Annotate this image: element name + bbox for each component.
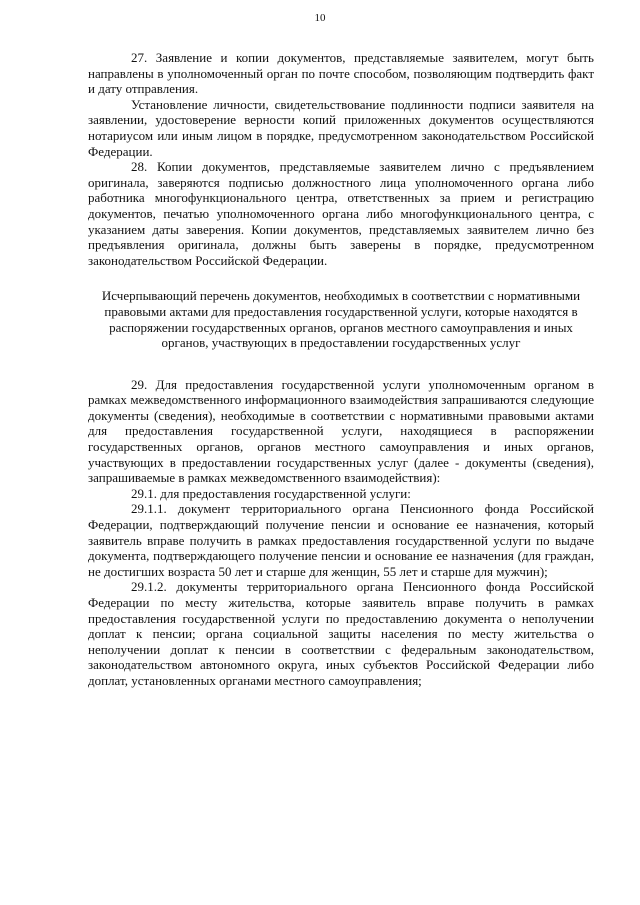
paragraph-29-1-2: 29.1.2. документы территориального органа Пенсионного фонда Российской Федерации по месту жительства, которые заявитель вправе получить в рамках предоставления государственной услуги по предоставлению документа о неполучении доплат к пенсии; органа социальной защиты населения по месту жительства о неполучении доплат к пенсии в соответствии с федеральным законодательством, законодательством автономного округа, иных субъектов Российской Федерации либо доплат, установленных органами местного самоуправления; <box>88 579 594 688</box>
paragraph-29: 29. Для предоставления государственной услуги уполномоченным органом в рамках межведомственного информационного взаимодействия запрашиваются следующие документы (сведения), необходимые в соответствии с нормативными правовыми актами для предоставления государственной услуги, находящиеся в распоряжении государственных органов, органов местного самоуправления и иных органов, участвующих в предоставлении государственных услуг (далее - документы (сведения), запрашиваемые в рамках межведомственного взаимодействия): <box>88 376 594 486</box>
paragraph-29-1-1: 29.1.1. документ территориального органа Пенсионного фонда Российской Федерации, подтверждающий получение пенсии и основание ее назначения, который заявитель вправе получить в рамках предоставления государственной услуги по выдаче документа, подтверждающего получение пенсии и основание ее назначения (для граждан, не достигших возраста 50 лет и старше для женщин, 55 лет и старше для мужчин); <box>88 501 594 579</box>
paragraph-27: 27. Заявление и копии документов, представляемые заявителем, могут быть направлены в уполномоченный орган по почте способом, позволяющим подтвердить факт и дату отправления. <box>88 50 594 97</box>
paragraph-28: 28. Копии документов, представляемые заявителем лично с предъявлением оригинала, заверяются подписью должностного лица уполномоченного органа либо работника многофункционального центра, ответственных за прием и регистрацию документов, печатью уполномоченного органа либо многофункционального центра, с указанием даты заверения. Копии документов, представляемых заявителем лично без предъявления оригинала, должны быть заверены в порядке, предусмотренном законодательством Российской Федерации. <box>88 159 594 268</box>
page-number: 10 <box>314 12 326 24</box>
document-body <box>88 50 594 689</box>
paragraph-identity: Установление личности, свидетельствование подлинности подписи заявителя на заявлении, удостоверение верности копий приложенных документов осуществляются нотариусом или иным лицом в порядке, предусмотренном законодательством Российской Федерации. <box>88 96 594 159</box>
section-heading: Исчерпывающий перечень документов, необходимых в соответствии с нормативными правовыми актами для предоставления государственной услуги, которые находятся в распоряжении государственных органов, органов местного самоуправления и иных органов, участвующих в предоставлении государственных услуг <box>101 288 581 351</box>
paragraph-29-1: 29.1. для предоставления государственной услуги: <box>131 485 411 501</box>
